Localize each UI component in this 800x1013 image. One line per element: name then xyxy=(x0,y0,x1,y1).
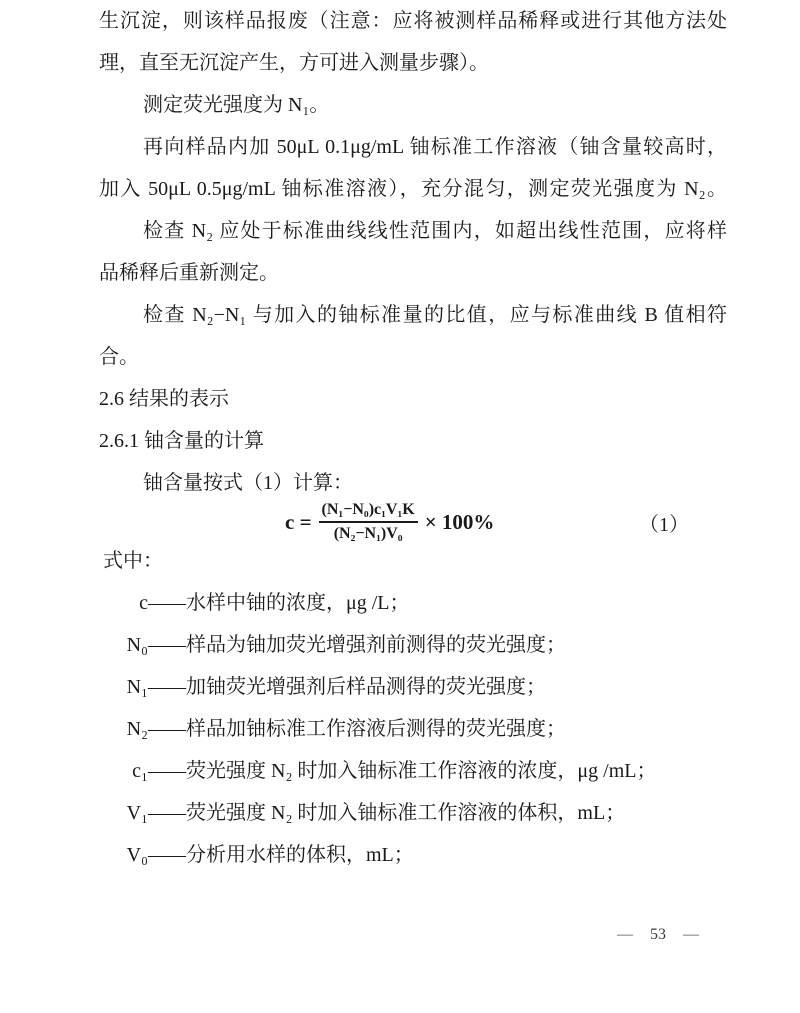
definition-row xyxy=(99,750,727,792)
definition-text: 荧光强度 N₂ 时加入铀标准工作溶液的浓度，μg /mL； xyxy=(186,760,657,782)
equation-rhs: × 100% xyxy=(424,509,495,534)
footer-right-dash: — xyxy=(683,926,699,943)
section-heading: 2.6 结果的表示 xyxy=(99,388,229,410)
body-line: 理，直至无沉淀产生，方可进入测量步骤）。 xyxy=(99,52,489,74)
definition-symbol: c₁ xyxy=(132,760,148,782)
definition-symbol: N₀ xyxy=(126,634,148,656)
fraction-numerator: (N₁−N₀)c₁V₁K xyxy=(321,500,415,518)
body-line: 检查 N₂−N₁ 与加入的铀标准量的比值，应与标准曲线 B 值相符 xyxy=(143,304,727,326)
body-line: 生沉淀，则该样品报废（注意：应将被测样品稀释或进行其他方法处 xyxy=(99,10,727,32)
definition-symbol: c xyxy=(139,592,148,614)
definition-row xyxy=(99,834,727,876)
definition-dash: —— xyxy=(148,844,184,866)
body-line: 测定荧光强度为 N₁。 xyxy=(143,94,330,116)
definition-symbol: N₁ xyxy=(126,676,148,698)
equation xyxy=(285,501,494,544)
body-line: 再向样品内加 50μL 0.1μg/mL 铀标准工作溶液（铀含量较高时， xyxy=(143,136,727,158)
definition-dash: —— xyxy=(148,802,184,824)
where-label: 式中： xyxy=(103,550,163,572)
definition-text: 水样中铀的浓度，μg /L； xyxy=(186,592,410,614)
definition-symbol: N₂ xyxy=(126,718,148,740)
body-line: 品稀释后重新测定。 xyxy=(99,262,279,284)
definition-text: 荧光强度 N₂ 时加入铀标准工作溶液的体积，mL； xyxy=(186,802,626,824)
definition-dash: —— xyxy=(148,760,184,782)
definition-text: 样品加铀标准工作溶液后测得的荧光强度； xyxy=(186,718,566,740)
definition-row xyxy=(99,666,727,708)
document-body xyxy=(99,0,727,876)
footer-left-dash: — xyxy=(617,926,633,943)
formula-intro: 铀含量按式（1）计算： xyxy=(143,472,353,494)
definition-text: 样品为铀加荧光增强剂前测得的荧光强度； xyxy=(186,634,566,656)
body-line: 检查 N₂ 应处于标准曲线线性范围内，如超出线性范围，应将样 xyxy=(143,220,727,242)
definition-row xyxy=(99,708,727,750)
definition-dash: —— xyxy=(148,676,184,698)
equation-lhs: c = xyxy=(285,509,312,534)
body-line: 合。 xyxy=(99,346,139,368)
definition-dash: —— xyxy=(148,634,184,656)
page-number: 53 xyxy=(650,926,666,943)
body-line: 加入 50μL 0.5μg/mL 铀标准溶液），充分混匀，测定荧光强度为 N₂。 xyxy=(99,178,727,200)
equation-row xyxy=(99,500,727,542)
page-footer xyxy=(617,925,699,945)
definition-text: 加铀荧光增强剂后样品测得的荧光强度； xyxy=(186,676,546,698)
definition-row xyxy=(99,792,727,834)
fraction-denominator: (N₂−N₁)V₀ xyxy=(319,521,418,543)
definition-row xyxy=(99,624,727,666)
subsection-heading: 2.6.1 铀含量的计算 xyxy=(99,430,264,452)
definition-symbol: V₁ xyxy=(126,802,148,824)
definition-dash: —— xyxy=(148,718,184,740)
definition-text: 分析用水样的体积，mL； xyxy=(186,844,414,866)
equation-fraction xyxy=(319,501,418,544)
definition-dash: —— xyxy=(148,592,184,614)
definition-row xyxy=(99,582,727,624)
equation-number: （1） xyxy=(639,513,689,536)
definition-symbol: V₀ xyxy=(126,844,148,866)
